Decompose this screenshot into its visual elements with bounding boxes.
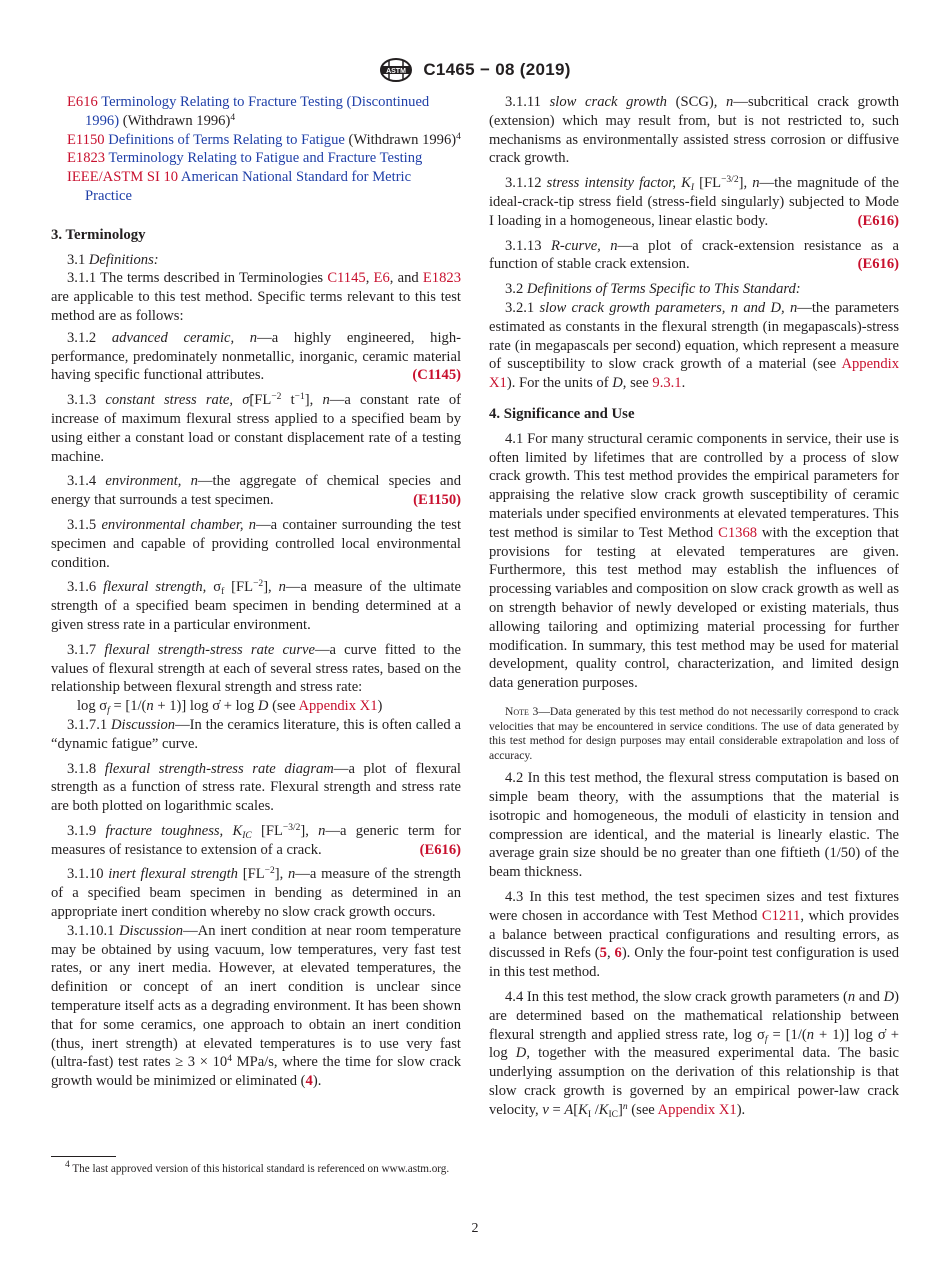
- def-3-1-8: 3.1.8 flexural strength-stress rate diagram—a plot of flexural strength as a function of stress rate. Flexural strength and stress rate are both plotted on logarithmic scales.: [51, 760, 461, 815]
- footnote-4: $^4$ The last approved version of this historical standard is referenced on www.astm.org.: [65, 1160, 450, 1175]
- section-heading-significance: 4. Significance and Use: [489, 405, 635, 422]
- equation-flexural-strength: $\log \sigma_f = [1/(n + 1)]$ log σ̇ + log D (see Appendix X1): [77, 698, 383, 717]
- para-4-1: 4.1 For many structural ceramic components in service, their use is often limited by lifetimes that are controlled by a process of slow crack growth. This test method provides the empirical parameters for appraising the relative slow crack growth susceptibility of ceramic materials under specified environments at elevated temperatures. This test method is similar to Test Method C1368 with the exception that provisions for testing at elevated temperatures are given. Furthermore, this test method may establish the influences of processing variables and composition on slow crack growth as well as on strength behavior of newly developed or existing materials, thus allowing tailoring and optimizing material processing for further modification. In summary, this test method may be used for material development, quality control, characterization, and limited design data generation purposes.: [489, 430, 899, 692]
- document-id: C1465 − 08 (2019): [423, 60, 571, 79]
- ref-link-5[interactable]: 5: [599, 945, 607, 962]
- ref-code[interactable]: E1150: [67, 131, 105, 148]
- def-3-2-1: 3.2.1 slow crack growth parameters, n and D, n—the parameters estimated as constants in the flexural strength (in megapascals)-stress rate (in megapascals per second) equation, which represent a measure of susceptibility to slow crack growth of a material (see Appendix X1). For the units of D, see 9.3.1.: [489, 299, 900, 392]
- subsection-3-2: 3.2 Definitions of Terms Specific to This Standard:: [505, 281, 801, 298]
- link-c1145[interactable]: C1145: [327, 270, 366, 287]
- def-3-1-6: 3.1.6 flexural strength, $\sigma_f$ $[FL^{-2}]$, n—a measure of the ultimate strength of a specified beam specimen in bending determined at a given stress rate in a particular environment.: [51, 579, 462, 633]
- link-e6[interactable]: E6: [373, 270, 390, 287]
- svg-text:ASTM: ASTM: [386, 68, 407, 75]
- def-3-1-4: 3.1.4 environment, n—the aggregate of chemical species and energy that surrounds a test specimen. (E1150): [51, 473, 462, 509]
- para-3-1-1: 3.1.1 The terms described in Terminologies C1145, E6, and E1823 are applicable to this test method. Specific terms relevant to this test method are as follows:: [51, 270, 461, 324]
- ref-link-4[interactable]: 4: [305, 1073, 313, 1090]
- def-3-1-9: 3.1.9 fracture toughness, $K_{IC}$ $[FL^{-3/2}]$, n—a generic term for measures of resistance to extension of a crack. (E616): [51, 822, 462, 858]
- footnote-divider: [51, 1156, 116, 1157]
- ref-e1150: E1150 Definitions of Terms Relating to Fatigue (Withdrawn 1996)$^4$: [67, 131, 461, 148]
- def-3-1-5: 3.1.5 environmental chamber, n—a container surrounding the test specimen and capable of providing controlled local environmental condition.: [51, 516, 461, 571]
- def-3-1-12: 3.1.12 stress intensity factor, $K_I$ $[FL^{-3/2}]$, n—the magnitude of the ideal-crack-tip stress field (stress-field singularly) subjected to Mode I loading in a homogeneous, linear elastic body. (E616): [489, 175, 899, 229]
- cite-e616[interactable]: (E616): [857, 256, 899, 273]
- link-e1823[interactable]: E1823: [422, 270, 461, 287]
- link-appendix-x1[interactable]: Appendix X1: [298, 698, 378, 715]
- ref-link-6[interactable]: 6: [614, 945, 622, 962]
- ref-e616: E616 Terminology Relating to Fracture Testing (Discontinued 1996) (Withdrawn 1996)$^4$: [67, 94, 430, 129]
- def-3-1-10-1: 3.1.10.1 Discussion—An inert condition at near room temperature may be obtained by using vacuum, low temperatures, very fast test rates, or any inert media. However, at elevated temperatures, the definition or concept of an inert condition is unclear since temperature itself acts as a degrading environment. It has been shown that for some ceramics, one approach to obtain an inert condition (thus, inert strength) at elevated temperatures is to use very fast (ultra-fast) test rates ≥ $3 \times 10^4$ MPa/s, where the time for slow crack growth would be minimized or eliminated (4).: [51, 922, 461, 1090]
- ref-si10: [51, 168, 461, 206]
- page-header: [0, 58, 950, 84]
- def-3-1-7: 3.1.7 flexural strength-stress rate curve—a curve fitted to the values of flexural strength at each of several stress rates, based on the relationship between flexural strength and stress rate:: [51, 641, 461, 696]
- def-3-1-10: 3.1.10 inert flexural strength $[FL^{-2}]$, n—a measure of the strength of a specified beam specimen in bending as determined in an appropriate inert condition whereby no slow crack growth occurs.: [51, 866, 461, 921]
- ref-code[interactable]: E1823: [67, 150, 106, 167]
- para-4-2: 4.2 In this test method, the flexural stress computation is based on simple beam theory, with the assumptions that the material is isotropic and homogeneous, the moduli of elasticity in tension and compression are identical, and the material is linearly elastic. The average grain size should be no greater than one fiftieth (1/50) of the beam thickness.: [489, 770, 899, 881]
- def-3-1-3: 3.1.3 constant stress rate, $\sigmȧ[FL^{-2}$ $t^{-1}$], n—a constant rate of increase of maximum flexural stress applied to a specified beam by using either a constant load or constant displacement rate of a testing machine.: [51, 392, 461, 465]
- link-9-3-1[interactable]: 9.3.1: [652, 375, 682, 392]
- link-appendix-x1[interactable]: Appendix X1: [657, 1101, 737, 1118]
- right-column: [489, 93, 899, 1123]
- para-4-3: 4.3 In this test method, the test specimen sizes and test fixtures were chosen in accordance with Test Method C1211, which provides a balance between practical configurations and resulting errors, as discussed in Refs (5, 6). Only the four-point test configuration is used in this test method.: [489, 889, 899, 981]
- ref-title[interactable]: Definitions of Terms Relating to Fatigue: [108, 131, 345, 148]
- link-appendix-x1[interactable]: Appendix X1: [489, 356, 899, 392]
- ref-code[interactable]: E616: [67, 94, 98, 110]
- ref-title[interactable]: Terminology Relating to Fracture Testing (Discontinued 1996): [85, 94, 430, 129]
- para-4-4: 4.4 In this test method, the slow crack growth parameters (n and D) are determined based on the mathematical relationship between flexural strength and applied stress rate, $\log \sigma_f = [1/(n + 1)]$ log σ̇ + log D, together with the measured experimental data. The basic underlying assumption on the derivation of this relationship is that slow crack growth is governed by an empirical power-law crack velocity, $v = A[K_I$ $/K_{IC}]^n$ (see Appendix X1).: [489, 989, 900, 1120]
- ref-title[interactable]: American National Standard for Metric Practice: [85, 169, 412, 204]
- section-heading-terminology: 3. Terminology: [51, 226, 146, 243]
- def-3-1-7-1: 3.1.7.1 Discussion—In the ceramics literature, this is often called a “dynamic fatigue” curve.: [51, 716, 461, 752]
- subsection-3-1: 3.1 Definitions:: [67, 251, 159, 268]
- left-column: [51, 93, 461, 1094]
- link-c1211[interactable]: C1211: [761, 907, 801, 924]
- ref-e1823: [51, 149, 461, 168]
- def-3-1-2: 3.1.2 advanced ceramic, n—a highly engineered, high-performance, predominately nonmetallic, inorganic, ceramic material having specific functional attributes. (C1145): [51, 329, 461, 384]
- ref-code[interactable]: IEEE/ASTM SI 10: [67, 169, 179, 186]
- def-3-1-11: 3.1.11 slow crack growth (SCG), n—subcritical crack growth (extension) which may result from, but is not restricted to, such mechanisms as environmentally assisted stress corrosion or diffusive crack growth.: [489, 94, 900, 167]
- cite-e616[interactable]: (E616): [419, 841, 461, 858]
- note-3: Note 3—Data generated by this test method do not necessarily correspond to crack velocities that may be encountered in service conditions. The use of data generated by this test method for design purposes may entail considerable extrapolation and loss of accuracy.: [489, 704, 899, 762]
- cite-e616[interactable]: (E616): [857, 212, 899, 229]
- link-c1368[interactable]: C1368: [718, 524, 758, 541]
- ref-title[interactable]: Terminology Relating to Fatigue and Fracture Testing: [108, 150, 423, 167]
- astm-logo-icon: [379, 58, 413, 82]
- page-number: 2: [471, 1221, 479, 1236]
- cite-e1150[interactable]: (E1150): [413, 492, 461, 509]
- cite-c1145[interactable]: (C1145): [412, 367, 461, 384]
- def-3-1-13: 3.1.13 R-curve, n—a plot of crack-extension resistance as a function of stable crack extension. (E616): [489, 237, 900, 273]
